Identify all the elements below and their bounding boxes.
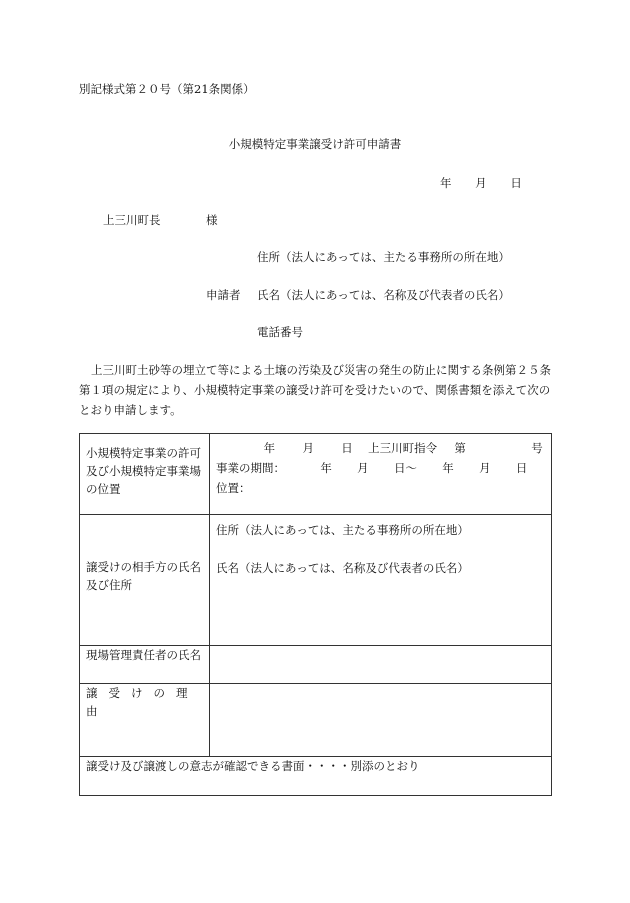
applicant-label: 申請者 [206,288,241,302]
location-label: 位置： [216,481,251,495]
date-day: 日 [510,176,522,190]
permit-location-label: 小規模特定事業の許可及び小規模特定事業場の位置 [80,434,210,515]
permit-day: 日 [341,441,353,455]
period-start-year: 年 [320,461,332,475]
application-statement: 上三川町土砂等の埋立て等による土壌の汚染及び災害の発生の防止に関する条例第２５条第１項の規定により、小規模特定事業の譲受け許可を受けたいので、関係書類を添えて次のとおり申請します。 [79,363,551,417]
permit-year: 年 [263,441,276,455]
addressee: 上三川町長 [103,213,161,227]
permit-location-field[interactable] [210,434,552,515]
period-start-month: 月 [357,461,369,475]
table-row [80,684,552,757]
document-title: 小規模特定事業譲受け許可申請書 [228,137,402,151]
counterparty-field[interactable] [210,515,552,646]
date-year: 年 [440,176,452,190]
form-reference: 別記様式第２０号（第21条関係） [79,82,255,96]
table-row [80,434,552,515]
permit-go: 号 [531,441,543,455]
period-end-month: 月 [479,461,491,475]
applicant-tel-label: 電話番号 [257,325,303,339]
table-row [80,757,552,796]
period-start-day: 日～ [393,461,417,475]
period-end-year: 年 [442,461,454,475]
period-label: 事業の期間： [216,461,285,475]
counterparty-name-label: 氏名（法人にあっては、名称及び代表者の氏名） [216,561,469,575]
applicant-name-label: 氏名（法人にあっては、名称及び代表者の氏名） [257,288,510,302]
permit-designation: 上三川町指令 [368,441,438,455]
date-month: 月 [475,176,487,190]
transfer-reason-label: 譲受けの理由 [80,684,210,757]
transfer-reason-field[interactable] [210,684,552,757]
permit-month: 月 [302,441,314,455]
period-end-day: 日 [515,461,528,475]
attachment-note: 譲受け及び譲渡しの意志が確認できる書面・・・・別添のとおり [80,757,552,796]
permit-dai: 第 [454,441,466,455]
honorific: 様 [206,213,218,227]
period-line [216,458,545,478]
site-manager-field[interactable] [210,646,552,684]
date-line [440,175,542,191]
table-row [80,646,552,684]
counterparty-address-label: 住所（法人にあっては、主たる事務所の所在地） [216,523,469,537]
application-table [79,433,552,796]
counterparty-label: 譲受けの相手方の氏名及び住所 [80,515,210,646]
permit-number-line [216,438,545,458]
applicant-address-label: 住所（法人にあっては、主たる事務所の所在地） [257,250,510,264]
table-row [80,515,552,646]
site-manager-label: 現場管理責任者の氏名 [80,646,210,684]
